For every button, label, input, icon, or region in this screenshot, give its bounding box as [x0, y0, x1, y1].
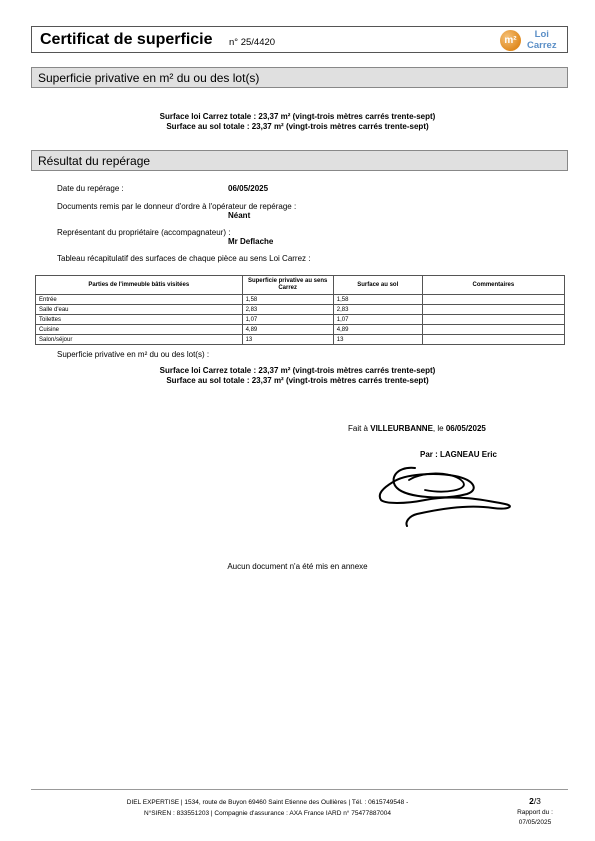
summary-sol-line: Surface au sol totale : 23,37 m² (vingt-trois mètres carrés trente-sept): [166, 376, 429, 385]
documents-value: Néant: [228, 211, 251, 220]
table-caption: Tableau récapitulatif des surfaces de chaque pièce au sens Loi Carrez :: [57, 254, 311, 263]
handwritten-signature: [375, 460, 525, 530]
footer-divider: [31, 789, 568, 790]
footer-line1: DIEL EXPERTISE | 1534, route de Buyon 69460 Saint Etienne des Oullières | Tél. : 0615749548 -: [126, 799, 409, 806]
table-cell: Cuisine: [36, 325, 243, 335]
table-cell: Toilettes: [36, 315, 243, 325]
column-header: Surface au sol: [333, 276, 422, 295]
table-row: [36, 305, 565, 315]
table-header-row: [36, 276, 565, 295]
table-cell: 1,58: [333, 295, 422, 305]
table-row: [36, 295, 565, 305]
table-cell: [422, 295, 564, 305]
documents-label: Documents remis par le donneur d'ordre à l'opérateur de repérage :: [57, 202, 297, 211]
signatory-name: Par : LAGNEAU Eric: [420, 450, 497, 459]
date-value: 06/05/2025: [228, 184, 269, 193]
column-header: Superficie privative au sens Carrez: [242, 276, 333, 295]
fait-date: 06/05/2025: [445, 424, 486, 433]
table-cell: 2,83: [333, 305, 422, 315]
table-cell: 1,58: [242, 295, 333, 305]
table-cell: [422, 325, 564, 335]
table-cell: Entrée: [36, 295, 243, 305]
page-number: [500, 796, 570, 806]
table-cell: Salle d'eau: [36, 305, 243, 315]
table-cell: 2,83: [242, 305, 333, 315]
table-cell: 1,07: [242, 315, 333, 325]
fait-mid: , le: [432, 424, 446, 433]
report-date: 07/05/2025: [518, 819, 552, 826]
table-cell: 4,89: [333, 325, 422, 335]
table-cell: [422, 315, 564, 325]
certificate-number: n° 25/4420: [229, 37, 276, 48]
sol-total-line: Surface au sol totale : 23,37 m² (vingt-trois mètres carrés trente-sept): [166, 122, 429, 131]
fait-city: VILLEURBANNE: [370, 424, 433, 433]
table-cell: [422, 335, 564, 345]
representant-label: Représentant du propriétaire (accompagnateur) :: [57, 228, 231, 237]
fait-prefix: Fait à: [348, 424, 371, 433]
annex-note: Aucun document n'a été mis en annexe: [227, 562, 368, 571]
table-row: [36, 335, 565, 345]
surfaces-table: [35, 275, 565, 345]
table-cell: 13: [242, 335, 333, 345]
date-label: Date du repérage :: [57, 184, 124, 193]
column-header: Parties de l'immeuble bâtis visitées: [36, 276, 243, 295]
table-cell: Salon/séjour: [36, 335, 243, 345]
table-cell: 1,07: [333, 315, 422, 325]
representant-value: Mr Deflache: [228, 237, 274, 246]
logo-line2: Carrez: [527, 40, 557, 51]
carrez-total-line: Surface loi Carrez totale : 23,37 m² (vingt-trois mètres carrés trente-sept): [159, 112, 436, 121]
table-row: [36, 325, 565, 335]
logo-text: [527, 29, 557, 51]
summary-label: Superficie privative en m² du ou des lot(s) :: [57, 350, 210, 359]
section-title-superficie: Superficie privative en m² du ou des lot(s): [38, 71, 260, 85]
column-header: Commentaires: [422, 276, 564, 295]
table-row: [36, 315, 565, 325]
table-cell: 13: [333, 335, 422, 345]
table-cell: [422, 305, 564, 315]
fait-a-line: [348, 424, 486, 433]
page-current: 2: [529, 796, 534, 806]
section-title-resultat: Résultat du repérage: [38, 154, 151, 168]
page-total: /3: [533, 796, 541, 806]
certificate-title: Certificat de superficie: [40, 31, 213, 48]
report-label: Rapport du :: [517, 809, 553, 816]
footer-company-info: [90, 797, 445, 819]
table-cell: 4,89: [242, 325, 333, 335]
report-date-block: [500, 808, 570, 828]
footer-line2: N°SIREN : 833551203 | Compagnie d'assurance : AXA France IARD n° 75477887004: [144, 810, 391, 817]
summary-carrez-line: Surface loi Carrez totale : 23,37 m² (vingt-trois mètres carrés trente-sept): [159, 366, 436, 375]
logo-line1: Loi: [534, 29, 549, 40]
loi-carrez-logo-icon: m²: [500, 30, 521, 51]
